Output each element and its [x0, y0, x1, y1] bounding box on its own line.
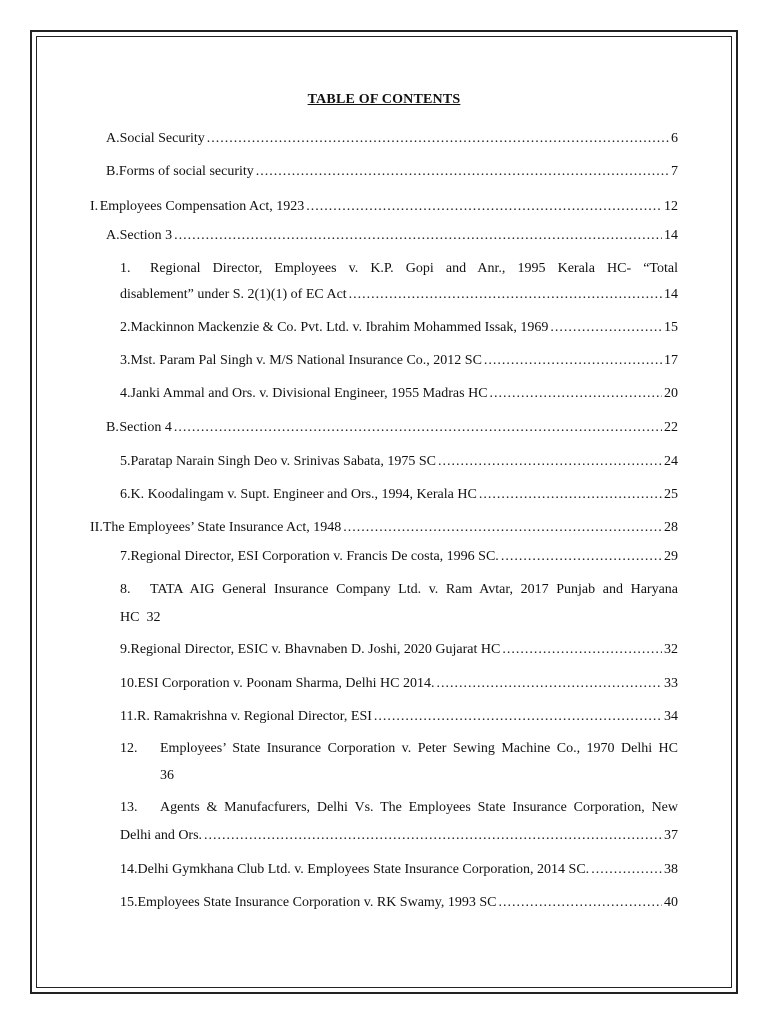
dot-leader	[343, 518, 662, 538]
toc-entry[interactable]	[120, 485, 678, 505]
toc-entry-label: 3.	[120, 353, 131, 368]
page-title: TABLE OF CONTENTS	[307, 92, 461, 107]
toc-entry-label: B.	[106, 420, 119, 435]
toc-entry-continuation	[120, 826, 678, 846]
toc-entry[interactable]	[106, 418, 678, 438]
toc-entry[interactable]	[120, 384, 678, 404]
toc-entry-page: 32	[664, 642, 678, 657]
toc-entry-title: ESI Corporation v. Poonam Sharma, Delhi HC 2014.	[137, 676, 435, 691]
toc-entry-page: 36	[160, 768, 174, 783]
dot-leader	[349, 285, 662, 305]
toc-entry-title: Regional Director, ESI Corporation v. Francis De costa, 1996 SC.	[130, 549, 499, 564]
toc-entry-page: 14	[664, 287, 678, 302]
toc-entry-label: A.	[106, 131, 120, 146]
toc-entry[interactable]	[106, 129, 678, 149]
toc-entry-continuation	[160, 766, 678, 786]
toc-entry-title-cont: HC	[120, 610, 140, 625]
toc-entry-title: Regional Director, Employees v. K.P. Gopi and Anr., 1995 Kerala HC- “Total	[150, 261, 678, 276]
toc-entry-page: 40	[664, 895, 678, 910]
dot-leader	[438, 452, 662, 472]
toc-entry-title: Section 4	[119, 420, 172, 435]
toc-entry-label: 4.	[120, 386, 131, 401]
toc-entry-page: 15	[664, 320, 678, 335]
toc-entry-label: 5.	[120, 454, 131, 469]
toc-entry-page: 28	[664, 520, 678, 535]
toc-entry-title: Janki Ammal and Ors. v. Divisional Engineer, 1955 Madras HC	[130, 386, 488, 401]
toc-entry-label: 14.	[120, 862, 138, 877]
dot-leader	[501, 547, 662, 567]
toc-entry-title: K. Koodalingam v. Supt. Engineer and Ors., 1994, Kerala HC	[130, 487, 477, 502]
toc-entry-label: 12.	[120, 741, 138, 756]
toc-entry-page: 38	[664, 862, 678, 877]
dot-leader	[484, 351, 662, 371]
toc-entry[interactable]	[120, 259, 678, 279]
dot-leader	[306, 197, 662, 217]
dot-leader	[174, 418, 662, 438]
toc-entry[interactable]	[106, 162, 678, 182]
toc-entry-continuation	[120, 608, 678, 628]
toc-entry[interactable]	[120, 739, 678, 759]
dot-leader	[207, 129, 669, 149]
toc-entry-title: Employees’ State Insurance Corporation v. Peter Sewing Machine Co., 1970 Delhi HC	[160, 741, 678, 756]
toc-entry-label: II.	[90, 520, 103, 535]
toc-entry-title: Mst. Param Pal Singh v. M/S National Insurance Co., 2012 SC	[130, 353, 482, 368]
toc-entry-label: 13.	[120, 800, 138, 815]
toc-entry-page: 17	[664, 353, 678, 368]
toc-entry[interactable]	[90, 197, 678, 217]
toc-entry-page: 25	[664, 487, 678, 502]
toc-entry-page: 12	[664, 199, 678, 214]
toc-entry-title: TATA AIG General Insurance Company Ltd. v. Ram Avtar, 2017 Punjab and Haryana	[150, 582, 678, 597]
dot-leader	[256, 162, 669, 182]
toc-entry-page: 14	[664, 228, 678, 243]
toc-entry-page: 24	[664, 454, 678, 469]
dot-leader	[591, 860, 662, 880]
toc-entry-title: Section 3	[119, 228, 173, 243]
toc-entry-page: 34	[664, 709, 678, 724]
toc-entry[interactable]	[120, 452, 678, 472]
toc-entry-page: 6	[671, 131, 678, 146]
toc-entry-title-cont: Delhi and Ors.	[120, 828, 203, 843]
toc-entry[interactable]	[120, 893, 678, 913]
toc-entry[interactable]	[120, 707, 678, 727]
dot-leader	[174, 226, 662, 246]
toc-entry[interactable]	[120, 351, 678, 371]
toc-entry-label: 2.	[120, 320, 131, 335]
toc-entry-label: 11.	[120, 709, 137, 724]
toc-entry-label: I.	[90, 199, 99, 214]
toc-entry[interactable]	[120, 547, 678, 567]
toc-entry-label: 6.	[120, 487, 131, 502]
toc-entry-label: 8.	[120, 582, 131, 597]
toc-entry[interactable]	[120, 580, 678, 600]
dot-leader	[550, 318, 662, 338]
toc-entry-title: R. Ramakrishna v. Regional Director, ESI	[136, 709, 372, 724]
toc-entry-title: Delhi Gymkhana Club Ltd. v. Employees State Insurance Corporation, 2014 SC.	[137, 862, 590, 877]
dot-leader	[490, 384, 662, 404]
dot-leader	[374, 707, 662, 727]
toc-entry-label: 7.	[120, 549, 131, 564]
dot-leader	[502, 640, 662, 660]
toc-entry-continuation	[120, 285, 678, 305]
toc-entry-title: The Employees’ State Insurance Act, 1948	[102, 520, 342, 535]
toc-entry-page: 22	[664, 420, 678, 435]
toc-entry[interactable]	[120, 674, 678, 694]
toc-entry-label: 10.	[120, 676, 138, 691]
toc-entry-label: 9.	[120, 642, 131, 657]
dot-leader	[436, 674, 662, 694]
toc-entry-page: 37	[664, 828, 678, 843]
toc-entry-title: Social Security	[119, 131, 205, 146]
toc-entry[interactable]	[120, 798, 678, 818]
toc-entry-title: Mackinnon Mackenzie & Co. Pvt. Ltd. v. Ibrahim Mohammed Issak, 1969	[130, 320, 549, 335]
toc-entry[interactable]	[120, 318, 678, 338]
toc-entry[interactable]	[106, 226, 678, 246]
toc-entry-page: 20	[664, 386, 678, 401]
toc-entry-title-cont: disablement” under S. 2(1)(1) of EC Act	[120, 287, 347, 302]
dot-leader	[479, 485, 662, 505]
toc-entry[interactable]	[90, 518, 678, 538]
toc-entry-label: A.	[106, 228, 120, 243]
toc-entry-page: 29	[664, 549, 678, 564]
dot-leader	[499, 893, 662, 913]
toc-entry-page: 32	[146, 610, 161, 625]
toc-entry-label: B.	[106, 164, 119, 179]
toc-entry-title: Regional Director, ESIC v. Bhavnaben D. Joshi, 2020 Gujarat HC	[130, 642, 501, 657]
toc-entry-page: 33	[664, 676, 678, 691]
toc-entry-title: Employees Compensation Act, 1923	[99, 199, 305, 214]
toc-entry-title: Paratap Narain Singh Deo v. Srinivas Sabata, 1975 SC	[130, 454, 436, 469]
toc-entry-title: Employees State Insurance Corporation v. RK Swamy, 1993 SC	[137, 895, 497, 910]
toc-entry-page: 7	[671, 164, 678, 179]
toc-entry-label: 1.	[120, 261, 131, 276]
toc-entry-label: 15.	[120, 895, 138, 910]
toc-entry-title: Forms of social security	[118, 164, 254, 179]
toc-entry[interactable]	[120, 860, 678, 880]
toc-entry-title: Agents & Manufacfurers, Delhi Vs. The Employees State Insurance Corporation, New	[160, 800, 678, 815]
toc-entry[interactable]	[120, 640, 678, 660]
dot-leader	[204, 826, 662, 846]
